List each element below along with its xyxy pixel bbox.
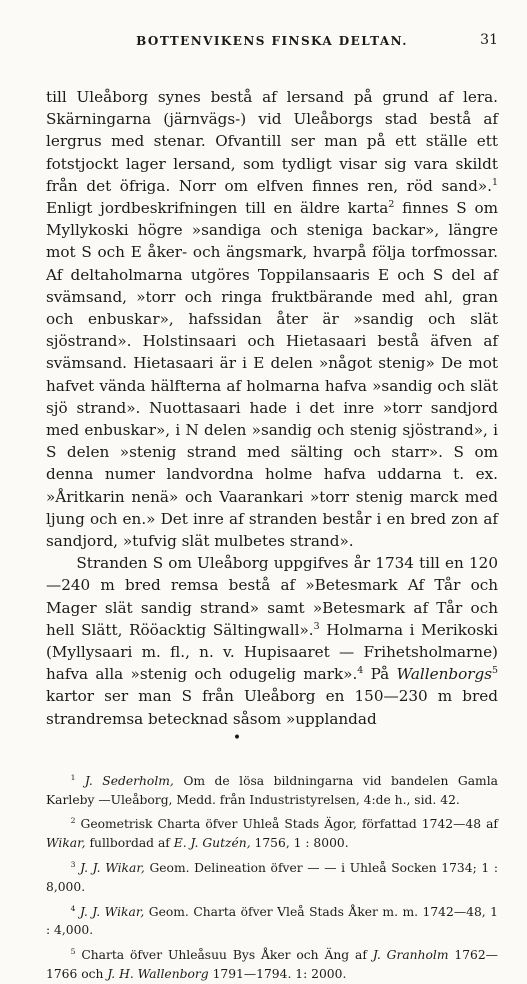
footnote-item: [46, 815, 498, 853]
footnote-ref: 2: [388, 198, 395, 210]
footnote-ref: 5: [492, 665, 499, 677]
footnote-number: 2: [70, 816, 76, 826]
text-run: Enligt jordbeskrifningen till en äldre karta: [46, 199, 389, 218]
footnote-number: 3: [70, 859, 76, 869]
text-run: Holmarna i Merikoski (Myllysaari m. fl., n. v. Hupisaaret — Frihetsholmarne) hafva alla »stenig och odugelig mark».: [46, 620, 498, 684]
footnote-item: [46, 903, 498, 941]
text-run: Stranden S om Uleåborg uppgifves år 1734 till en 120—240 m bred remsa bestå af »Betesmark Af Tår och Mager slät sandig strand» samt »Betesmark af Tår och hell Slätt, Rööacktig Sältingwall».: [46, 554, 498, 639]
footnote-number: 1: [70, 772, 76, 782]
text-run: 1762—1766 och: [46, 948, 498, 982]
page-number: 31: [480, 32, 498, 48]
divider-mark: •: [232, 729, 242, 746]
footnotes: [46, 772, 498, 984]
footnote-ref: 1: [492, 176, 498, 188]
footnote-ref: 4: [357, 665, 364, 677]
italic-text: J. J. Wikar,: [80, 861, 145, 876]
italic-text: E. J. Gutzén,: [173, 836, 251, 851]
text-run: till Uleåborg synes bestå af lersand på grund af lera. Skärningarna (järnvägs-) vid Uleåborgs stad bestå af lergrus med stenar. Ofvantill ser man på ett ställe ett fotstjockt lager lersand, som tydligt visar sig vara skildt från det öfriga. Norr om elfven finnes ren, röd sand».: [46, 88, 498, 195]
footnote-item: [46, 859, 498, 897]
text-run: Geom. Charta öfver Vleå Stads Åker m. m. 1742—48, 1 : 4,000.: [46, 904, 498, 938]
text-run: 1756, 1 : 8000.: [250, 836, 349, 851]
text-run: kartor ser man S från Uleåborg en 150—230 m bred strandremsa betecknad såsom »upplandad: [46, 687, 498, 728]
page-header: [46, 34, 498, 54]
text-run: Charta öfver Uhleåsuu Bys Åker och Äng af: [81, 948, 373, 963]
paragraph-2: [46, 552, 498, 730]
italic-text: Wikar,: [46, 836, 86, 851]
text-run: Om de lösa bildningarna vid bandelen Gamla Karleby —Uleåborg, Medd. från Industristyrelsen, 4:de h., sid. 42.: [46, 773, 498, 807]
italic-text: J. Granholm: [372, 948, 449, 963]
italic-text: J. J. Wikar,: [79, 904, 145, 919]
text-run: Geom. Delineation öfver — — i Uhleå Socken 1734; 1 : 8,000.: [46, 861, 498, 894]
body-text: [46, 86, 498, 744]
footnote-item: [46, 946, 498, 984]
footnote-ref: 3: [313, 620, 320, 632]
footnote-item: [46, 772, 498, 810]
paragraph-1: [46, 86, 498, 552]
footnote-number: 4: [70, 903, 76, 913]
running-title: BOTTENVIKENS FINSKA DELTAN.: [136, 34, 408, 48]
italic-text: J. H. Wallenborg: [107, 967, 209, 982]
footnote-number: 5: [70, 947, 76, 957]
text-run: fullbordad af: [85, 836, 174, 851]
text-run: 1791—1794. 1: 2000.: [208, 967, 347, 982]
text-run: Geometrisk Charta öfver Uhleå Stads Ägor, författad 1742—48 af: [80, 817, 498, 832]
italic-text: J. Sederholm,: [84, 773, 174, 788]
text-run: finnes S om Myllykoski högre »sandiga och steniga backar», längre mot S och E åker- och ängsmark, hvarpå följa torfmossar. Af deltaholmarna utgöres Toppilansaaris E och S del af svämsand, »torr och ringa fruktbärande med ahl, gran och enbuskar», hafssidan åter är »sandig och slät sjöstrand». Holstinsaari och Hietasaari bestå äfven af svämsand. Hietasaari är i E delen »något stenig» De mot hafvet vända hälfterna af holmarna hafva »sandig och slät sjö strand». Nuottasaari hade i det inre »torr sandjord med enbuskar», i N delen »sandig och stenig sjöstrand», i S delen »stenig strand med sälting och starr». S om denna numer landvordna holme hafva uddarna t. ex. »Åritkarin nenä» och Vaarankari »torr stenig marck med ljung och en.» Det inre af stranden består i en bred zon af sandjord, »tufvig slät mulbetes strand».: [46, 199, 498, 551]
text-run: På: [363, 665, 397, 684]
italic-text: Wallenborgs: [396, 665, 493, 684]
